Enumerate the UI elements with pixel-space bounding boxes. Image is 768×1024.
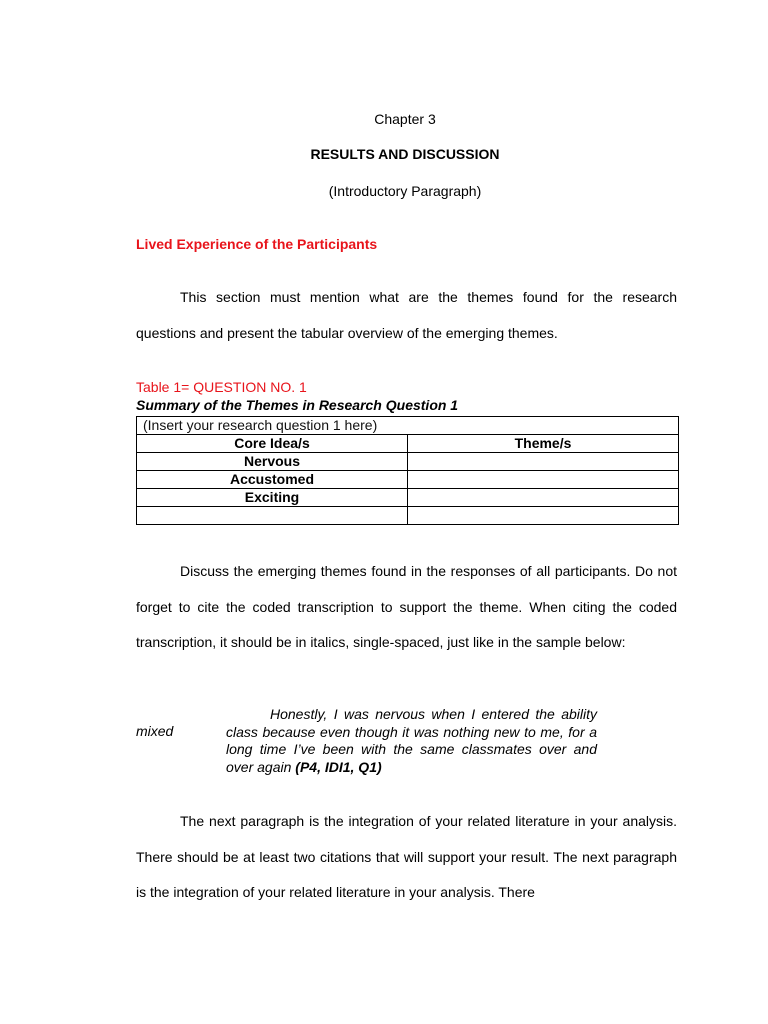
table-header-row [137, 435, 679, 453]
paragraph-text: Discuss the emerging themes found in the responses of all participants. Do not forget to cite the coded transcription to support the theme. When citing the coded transcription, it should be in italics, single-spaced, just like in the sample below: [136, 563, 677, 650]
quote-margin-word: mixed [136, 723, 174, 739]
themes-table [136, 416, 679, 525]
header-themes: Theme/s [408, 435, 679, 453]
quote-text: Honestly, I was nervous when I entered the ability class because even though it was nothing new to me, for a long time I’ve been with the same classmates over and over again [226, 706, 597, 775]
table-row [137, 471, 679, 489]
section-heading: Lived Experience of the Participants [136, 236, 378, 252]
table-cell [408, 489, 679, 507]
table-cell: Nervous [137, 453, 408, 471]
table-title: Summary of the Themes in Research Question 1 [136, 397, 459, 413]
table-row [137, 417, 679, 435]
table-row [137, 489, 679, 507]
table-row [137, 453, 679, 471]
paragraph-text: The next paragraph is the integration of your related literature in your analysis. There should be at least two citations that will support your result. The next paragraph is the integration of your related literature in your analysis. There [136, 813, 677, 900]
coded-transcription-quote [226, 706, 597, 776]
header-core-ideas: Core Idea/s [137, 435, 408, 453]
table-cell [408, 471, 679, 489]
table-cell [408, 507, 679, 525]
table-row [137, 507, 679, 525]
table-caption: Table 1= QUESTION NO. 1 [136, 379, 307, 395]
table-cell: Exciting [137, 489, 408, 507]
question-cell: (Insert your research question 1 here) [137, 417, 679, 435]
intro-placeholder: (Introductory Paragraph) [328, 183, 482, 199]
paragraph-text: This section must mention what are the themes found for the research questions and present the tabular overview of the emerging themes. [136, 289, 677, 341]
paragraph-related-literature [136, 804, 677, 911]
table-cell [137, 507, 408, 525]
table-cell [408, 453, 679, 471]
chapter-title: RESULTS AND DISCUSSION [310, 146, 500, 162]
paragraph-discuss-themes [136, 554, 677, 661]
paragraph-themes-overview [136, 280, 677, 351]
table-cell: Accustomed [137, 471, 408, 489]
quote-citation: (P4, IDI1, Q1) [295, 758, 382, 775]
chapter-label: Chapter 3 [374, 111, 436, 127]
